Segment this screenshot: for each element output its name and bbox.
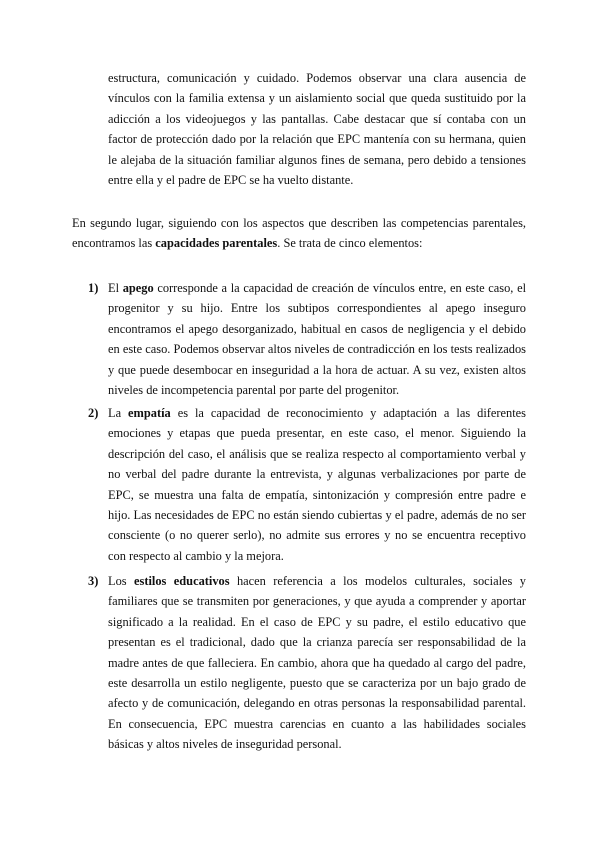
- item-text: Los: [108, 574, 135, 588]
- item-text: La: [108, 406, 129, 420]
- list-item-estilos-educativos: [88, 571, 526, 755]
- item-text: El: [108, 281, 123, 295]
- item-text: corresponde a la capacidad de creación de vínculos entre, en este caso, el progenitor y su hijo. Entre los subtipos correspondientes al apego inseguro encontramos el apego desorganizado, habitual en casos de negligencia y el debido en este caso. Podemos observar altos niveles de contradicción en los tests realizados y que puede desembocar en inseguridad a la hora de actuar. A su vez, existen altos niveles de incompetencia parental por parte del progenitor.: [108, 281, 527, 398]
- bold-term: apego: [122, 281, 154, 295]
- paragraph-text: . Se trata de cinco elementos:: [277, 236, 423, 251]
- list-number: 1): [88, 281, 99, 295]
- paragraph-text: En segundo lugar, siguiendo con los aspectos que describen las competencias parentales, encontramos las: [72, 216, 526, 251]
- item-text: es la capacidad de reconocimiento y adaptación a las diferentes emociones y etapas que pueda presentar, en este caso, el menor. Siguiendo la descripción del caso, el análisis que se realiza respecto al comportamiento verbal y no verbal del padre durante la entrevista, y algunas verbalizaciones por parte de EPC, se muestra una falta de empatía, sintonización y compresión entre padre e hijo. Las necesidades de EPC no están siendo cubiertas y el padre, además de no ser consciente (o no querer serlo), no admite sus errores y no se encuentra receptivo con respecto al cambio y la mejora.: [108, 406, 526, 563]
- bold-term: capacidades parentales: [155, 236, 278, 251]
- list-number: 3): [88, 574, 99, 588]
- list-item-apego: [88, 278, 527, 400]
- intro-paragraph: estructura, comunicación y cuidado. Podemos observar una clara ausencia de vínculos con la familia extensa y un aislamiento social que queda sustituido por la adicción a los videojuegos y las pantallas. Cabe destacar que sí contaba con un factor de protección dado por la relación que EPC mantenía con su hermana, quien le alejaba de la situación familiar algunos fines de semana, pero debido a tensiones entre ella y el padre de EPC se ha vuelto distante.: [108, 71, 526, 188]
- list-number: 2): [88, 406, 99, 420]
- list-item-empatia: [88, 403, 526, 566]
- bold-term: estilos educativos: [134, 574, 230, 588]
- bold-term: empatía: [128, 406, 171, 420]
- capacidades-paragraph: [72, 213, 526, 254]
- item-text: hacen referencia a los modelos culturales, sociales y familiares que se transmiten por generaciones, y que ayuda a comprender y aportar significado a la realidad. En el caso de EPC y su padre, el estilo educativo que presentan es el tradicional, dado que la crianza parecía ser responsabilidad de la madre antes de que falleciera. En cambio, ahora que ha quedado al cargo del padre, este desarrolla un estilo negligente, puesto que se caracteriza por un bajo grado de afecto y de comunicación, delegando en otras personas la responsabilidad parental. En consecuencia, EPC muestra carencias en cuanto a las habilidades sociales básicas y altos niveles de inseguridad personal.: [108, 574, 526, 752]
